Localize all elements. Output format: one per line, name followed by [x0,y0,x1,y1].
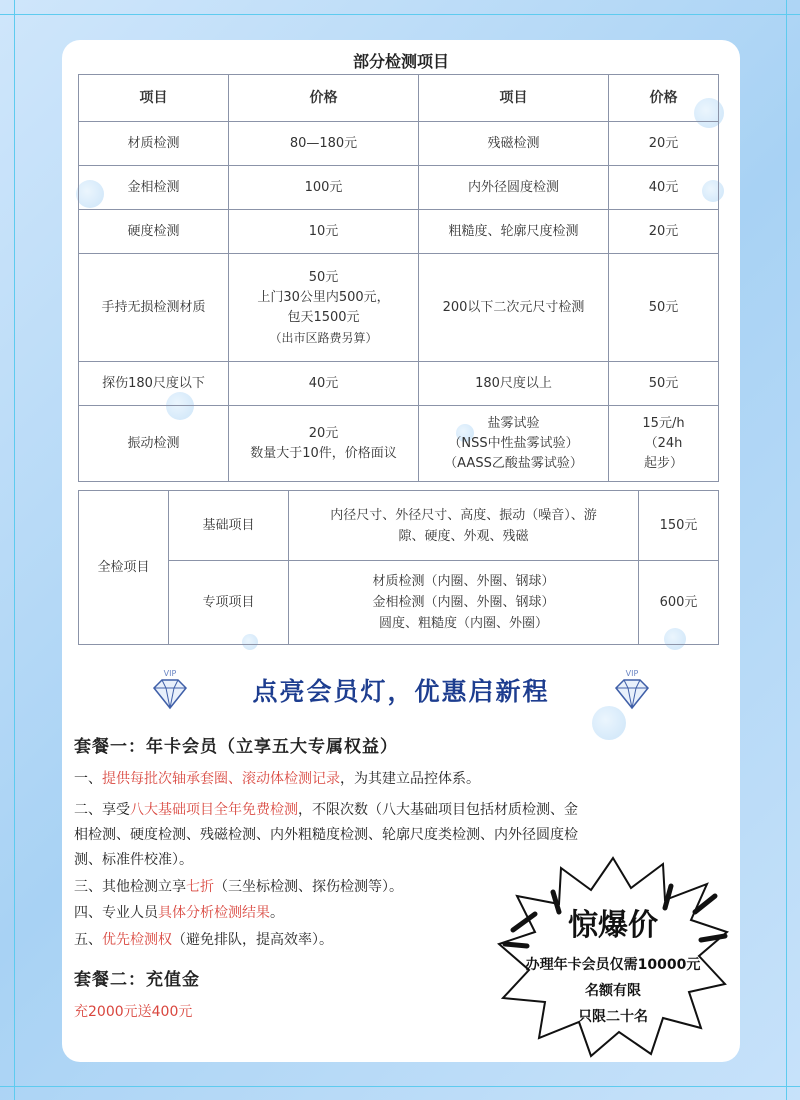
price-note: 数量大于10件，价格面议 [250,445,397,461]
item-text: （NSS中性盐雾试验） [448,435,579,451]
item-cell [419,406,609,482]
item-cell [419,254,609,362]
banner-slogan: 点亮会员灯，优惠启新程 [252,677,550,706]
item-cell: 材质检测 [79,122,229,166]
full-check-table [78,490,719,645]
table-row [79,210,719,254]
item-text: 盐雾试验 [487,415,540,431]
price-text: 20元 [648,223,679,239]
benefit-highlight: 提供每批次轴承套圈、滚动体检测记录 [102,771,340,787]
benefit-prefix: 二、享受 [74,802,130,818]
full-check-items [289,491,639,561]
price-cell [609,166,719,210]
full-check-label: 全检项目 [79,491,169,645]
price-cell [229,122,419,166]
item-text: 180尺度以上 [475,375,552,391]
price-text: 包天1500元 [287,309,360,325]
full-check-item-text: 隙、硬度、外观、残磁 [398,528,529,544]
item-cell: 硬度检测 [79,210,229,254]
benefit-line-2-cont: 测、标准件校准）。 [74,852,193,868]
table-row [79,561,719,645]
full-check-item-text: 内径尺寸、外径尺寸、高度、振动（噪音）、游 [330,507,597,523]
price-text: 10元 [308,223,339,239]
benefit-line-3 [74,875,403,899]
guide-line [0,14,800,15]
table-row [79,254,719,362]
page-title: 部分检测项目 [352,52,449,71]
member-banner [62,668,740,712]
price-cell [609,406,719,482]
guide-line [14,0,15,1100]
vip-label: VIP [163,669,177,678]
benefit-prefix: 四、专业人员 [74,905,158,921]
promo-title: 惊爆价 [568,908,658,943]
price-cell [229,362,419,406]
benefit-line-2 [74,798,578,822]
header-item: 项目 [419,75,609,122]
full-check-price: 600元 [639,561,719,645]
item-cell [419,122,609,166]
item-cell: 金相检测 [79,166,229,210]
price-table [78,74,719,482]
benefit-highlight: 七折 [186,879,214,895]
full-check-item-text: 圆度、粗糙度（内圈、外圈） [378,616,548,631]
item-text: （AASS乙酸盐雾试验） [444,455,583,471]
item-cell: 手持无损检测材质 [79,254,229,362]
price-text: 80—180元 [289,135,358,151]
promo-line: 办理年卡会员仅需10000元 [525,957,701,973]
promo-line: 名额有限 [585,983,641,999]
price-text: （24h [644,435,683,451]
price-cell [609,122,719,166]
full-check-type: 基础项目 [169,491,289,561]
table-row [79,166,719,210]
package2-title: 套餐二：充值金 [74,970,200,990]
item-cell [419,210,609,254]
price-note: （出市区路费另算） [269,330,378,345]
item-cell: 振动检测 [79,406,229,482]
table-row [79,491,719,561]
header-item: 项目 [79,75,229,122]
item-text: 200以下二次元尺寸检测 [442,299,585,315]
price-text: 20元 [308,425,339,441]
benefit-line-4 [74,901,284,925]
benefit-line-5 [74,928,333,952]
benefit-suffix: ，为其建立品控体系。 [340,771,480,787]
benefit-highlight: 具体分析检测结果 [158,905,270,921]
full-check-type: 专项项目 [169,561,289,645]
promo-burst [495,852,731,1058]
price-cell [229,166,419,210]
price-text: 100元 [304,179,343,195]
price-text: 50元 [648,299,679,315]
price-cell [229,254,419,362]
benefit-line-1 [74,767,480,791]
table-row [79,406,719,482]
benefit-prefix: 三、其他检测立享 [74,879,186,895]
benefit-line-2-cont: 相检测、硬度检测、残磁检测、内外粗糙度检测、轮廓尺度类检测、内外径圆度检 [74,827,578,843]
benefit-highlight: 八大基础项目全年免费检测 [130,802,298,818]
benefit-suffix: 。 [270,905,284,921]
table-header-row [79,75,719,122]
item-text: 内外径圆度检测 [467,179,559,195]
price-text: 起步） [643,455,683,471]
benefit-suffix: ，不限次数（八大基础项目包括材质检测、金 [298,802,578,818]
item-cell [419,166,609,210]
package2-offer: 充2000元送400元 [74,1004,193,1020]
item-cell: 探伤180尺度以下 [79,362,229,406]
price-text: 40元 [308,375,339,391]
price-text: 50元 [308,269,339,285]
table-row [79,122,719,166]
benefit-prefix: 一、 [74,771,102,787]
vip-label: VIP [625,669,639,678]
full-check-item-text: 金相检测（内圈、外圈、钢球） [372,595,555,610]
header-price: 价格 [609,75,719,122]
price-cell [609,254,719,362]
full-check-item-text: 材质检测（内圈、外圈、钢球） [372,574,555,589]
price-cell [609,210,719,254]
price-text: 上门30公里内500元， [257,289,390,305]
benefit-suffix: （三坐标检测、探伤检测等）。 [214,879,403,895]
item-cell [419,362,609,406]
content-card [62,40,740,1062]
item-text: 残磁检测 [487,135,540,151]
price-text: 50元 [648,375,679,391]
guide-line [0,1086,800,1087]
price-text: 20元 [648,135,679,151]
full-check-price: 150元 [639,491,719,561]
benefit-suffix: （避免排队，提高效率）。 [172,932,333,948]
package1-title: 套餐一：年卡会员（立享五大专属权益） [74,737,398,757]
guide-line [786,0,787,1100]
promo-line: 只限二十名 [578,1009,648,1025]
table-row [79,362,719,406]
price-cell [229,406,419,482]
full-check-items [289,561,639,645]
price-cell [229,210,419,254]
vip-diamond-icon [610,668,654,712]
price-text: 40元 [648,179,679,195]
benefit-highlight: 优先检测权 [102,932,172,948]
item-text: 粗糙度、轮廓尺度检测 [448,223,579,239]
price-text: 15元/h [642,415,685,431]
header-price: 价格 [229,75,419,122]
benefit-prefix: 五、 [74,932,102,948]
price-cell [609,362,719,406]
